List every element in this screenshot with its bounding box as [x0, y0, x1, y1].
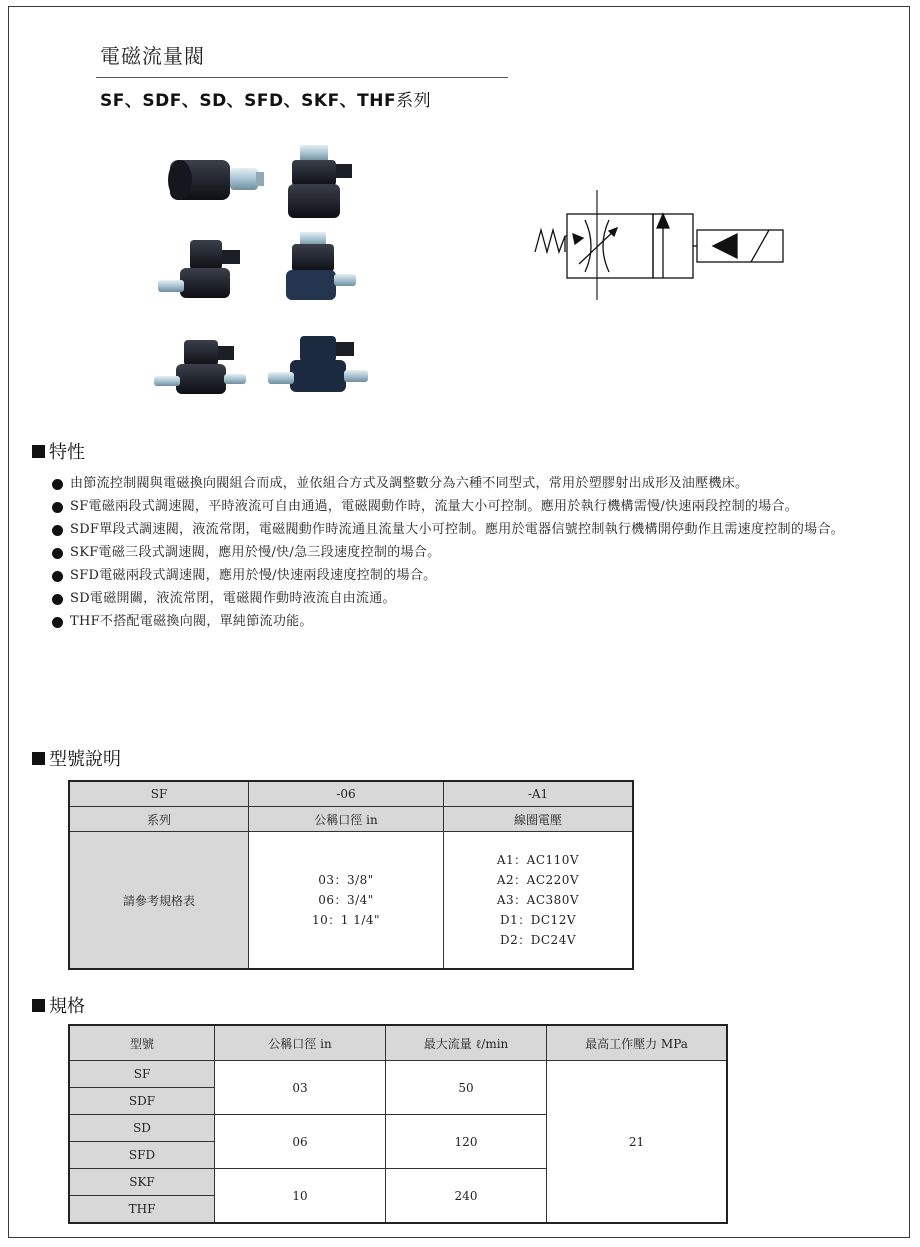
feature-text: SFD電磁兩段式調速閥，應用於慢/快速兩段速度控制的場合。	[70, 568, 437, 583]
port-option: 06：3/4"	[318, 893, 374, 907]
square-bullet-icon	[32, 999, 45, 1012]
feature-text: SKF電磁三段式調速閥，應用於慢/快/急三段速度控制的場合。	[70, 545, 441, 560]
model-cell: THF	[69, 1196, 215, 1224]
port-option: 10：1 1/4"	[311, 913, 381, 927]
feature-item	[50, 519, 890, 541]
series-subtitle	[100, 86, 431, 111]
voltage-option: A3：AC380V	[496, 893, 580, 907]
series-suffix: 系列	[396, 91, 432, 111]
port-cell: 03	[215, 1061, 386, 1115]
label-voltage: 線圈電壓	[444, 807, 634, 832]
flow-cell: 50	[386, 1061, 547, 1115]
label-series: 系列	[69, 807, 249, 832]
feature-item	[50, 611, 890, 633]
header-pressure: 最高工作壓力 MPa	[547, 1025, 728, 1061]
bullet-icon	[52, 525, 63, 536]
square-bullet-icon	[32, 445, 45, 458]
feature-item	[50, 496, 890, 518]
code-port: -06	[249, 781, 444, 807]
hydraulic-symbol	[525, 190, 790, 300]
spring-icon	[535, 230, 565, 252]
model-cell: SF	[69, 1061, 215, 1088]
code-voltage: -A1	[444, 781, 634, 807]
model-cell: SKF	[69, 1169, 215, 1196]
page-title: 電磁流量閥	[100, 44, 205, 68]
model-heading	[32, 745, 121, 771]
product-photos	[150, 140, 390, 420]
model-code-table	[68, 780, 634, 970]
feature-text: SD電磁開關，液流常閉，電磁閥作動時液流自由流通。	[70, 591, 396, 606]
features-heading	[32, 438, 85, 464]
valve-photo-4	[286, 232, 356, 300]
voltage-option: D2：DC24V	[500, 933, 576, 947]
orifice-left	[585, 220, 591, 272]
model-heading-text: 型號說明	[49, 749, 121, 770]
model-cell: SFD	[69, 1142, 215, 1169]
series-list: SF、SDF、SD、SFD、SKF、THF	[100, 91, 397, 111]
port-cell: 10	[215, 1169, 386, 1224]
model-cell: SD	[69, 1115, 215, 1142]
spec-heading-text: 規格	[49, 996, 85, 1017]
orifice-right	[603, 220, 609, 272]
bullet-icon	[52, 571, 63, 582]
features-heading-text: 特性	[49, 442, 85, 463]
feature-item	[50, 565, 890, 587]
port-option: 03：3/8"	[318, 873, 374, 887]
voltage-options	[444, 832, 634, 970]
valve-photo-1	[168, 160, 264, 200]
header-port: 公稱口徑 in	[215, 1025, 386, 1061]
label-port: 公稱口徑 in	[249, 807, 444, 832]
code-series: SF	[69, 781, 249, 807]
throttle-box	[567, 214, 653, 278]
valve-photo-6	[268, 336, 368, 392]
header-model: 型號	[69, 1025, 215, 1061]
spec-heading	[32, 992, 85, 1018]
feature-text: SF電磁兩段式調速閥，平時液流可自由通過，電磁閥動作時，流量大小可控制。應用於執行機構需慢/快速兩段控制的場合。	[70, 499, 799, 514]
feature-item	[50, 588, 890, 610]
bullet-icon	[52, 617, 63, 628]
flow-cell: 120	[386, 1115, 547, 1169]
valve-photo-2	[288, 145, 352, 218]
flow-arrow-icon	[657, 214, 669, 228]
feature-text: THF不搭配電磁換向閥，單純節流功能。	[70, 614, 313, 629]
bullet-icon	[52, 502, 63, 513]
features-list	[50, 473, 890, 634]
bullet-icon	[52, 594, 63, 605]
header-flow: 最大流量 ℓ/min	[386, 1025, 547, 1061]
series-note: 請參考規格表	[69, 832, 249, 970]
bullet-icon	[52, 479, 63, 490]
model-cell: SDF	[69, 1088, 215, 1115]
bullet-icon	[52, 548, 63, 559]
solenoid-box	[697, 230, 783, 262]
port-cell: 06	[215, 1115, 386, 1169]
feature-text: 由節流控制閥與電磁換向閥組合而成，並依組合方式及調整數分為六種不同型式，常用於塑膠射出成形及油壓機床。	[70, 476, 749, 491]
title-divider	[96, 77, 508, 78]
square-bullet-icon	[32, 752, 45, 765]
flow-cell: 240	[386, 1169, 547, 1224]
voltage-option: A1：AC110V	[496, 853, 580, 867]
feature-item	[50, 473, 890, 495]
feature-item	[50, 542, 890, 564]
pressure-cell: 21	[547, 1061, 728, 1224]
valve-photo-3	[158, 240, 240, 298]
port-options	[249, 832, 444, 970]
spec-table	[68, 1024, 728, 1224]
feature-text: SDF單段式調速閥，液流常閉，電磁閥動作時流通且流量大小可控制。應用於電器信號控制執行機構開停動作且需速度控制的場合。	[70, 522, 845, 537]
voltage-option: A2：AC220V	[496, 873, 580, 887]
valve-photo-5	[154, 340, 246, 394]
voltage-option: D1：DC12V	[500, 913, 576, 927]
solenoid-triangle-icon	[713, 234, 737, 258]
